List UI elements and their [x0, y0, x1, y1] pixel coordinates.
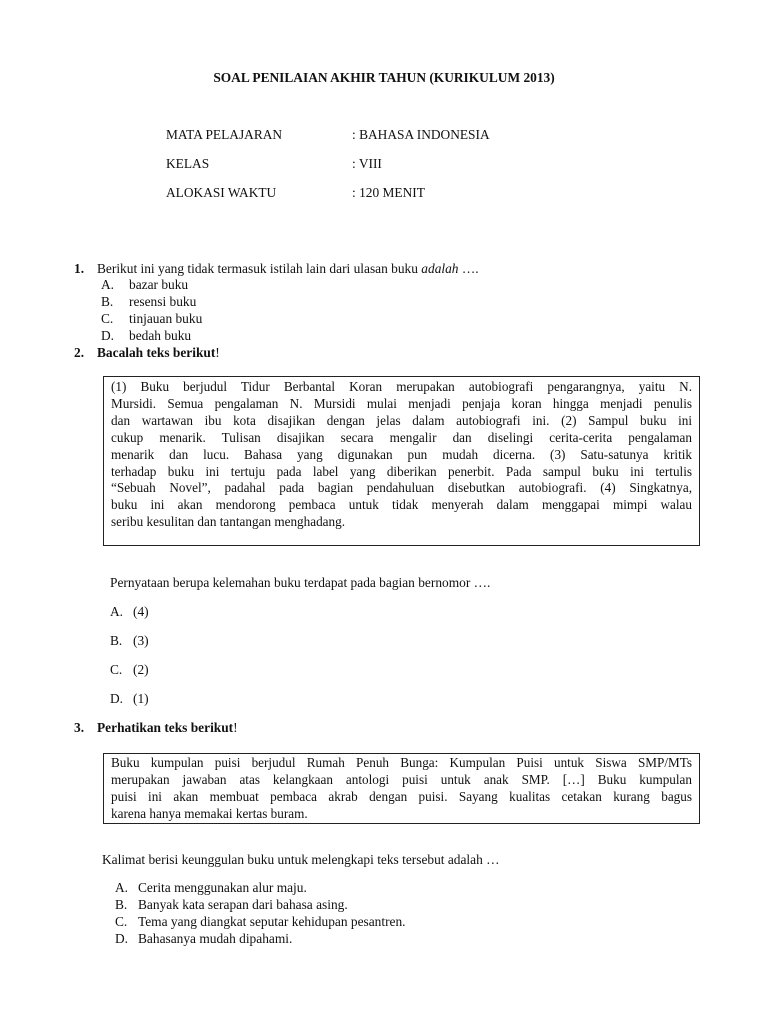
q2-option-text: (1): [133, 691, 149, 706]
q1-option-text: resensi buku: [129, 294, 197, 309]
q2-option-letter: B.: [110, 633, 123, 648]
question-1-number: 1.: [74, 261, 85, 276]
meta-value-time: : 120 MENIT: [352, 185, 425, 200]
question-1-text: [97, 261, 479, 277]
q3-option-letter: A.: [115, 880, 129, 895]
passage-line: Mursidi. Semua pengalaman N. Mursidi mulai menjadi penjaja koran hingga menjadi penulis: [111, 395, 692, 411]
passage-line: “Sebuah Novel”, padahal pada bagian pendahuluan disebutkan autobiografi. (4) Singkatnya,: [111, 480, 692, 496]
question-2-instruction-text: Bacalah teks berikut: [97, 345, 216, 360]
q2-option-letter: C.: [110, 662, 123, 677]
q2-option-letter: D.: [110, 691, 124, 706]
passage-line: puisi ini akan membuat pembaca akrab dengan puisi. Sayang kualitas cetakan kurang bagus: [111, 788, 692, 804]
q3-option-letter: B.: [115, 897, 128, 912]
passage-line: terhadap buku ini tertuju pada label yang diberikan penerbit. Pada sampul buku ini tertulis: [111, 463, 692, 479]
q2-option-text: (2): [133, 662, 149, 677]
question-1-text-italic: adalah: [421, 261, 459, 276]
reading-passage-box: [103, 753, 700, 824]
reading-passage-box: [103, 376, 700, 546]
passage-line: menarik dan lucu. Bahasa yang digunakan pun mudah dicerna. (3) Satu-satunya kritik: [111, 446, 692, 462]
passage-line: Buku kumpulan puisi berjudul Rumah Penuh Bunga: Kumpulan Puisi untuk Siswa SMP/MTs: [111, 755, 692, 770]
q3-option-text: Tema yang diangkat seputar kehidupan pesantren.: [138, 914, 406, 929]
question-3-instruction-text: Perhatikan teks berikut: [97, 720, 234, 735]
passage-line: dan wartawan ibu kota disajikan dengan jelas dalam autobiografi ini. (2) Sampul buku ini: [111, 412, 692, 428]
question-2-prompt: Pernyataan berupa kelemahan buku terdapat pada bagian bernomor ….: [110, 575, 491, 590]
question-3-prompt: Kalimat berisi keunggulan buku untuk melengkapi teks tersebut adalah …: [102, 852, 500, 867]
q3-option-letter: D.: [115, 931, 129, 946]
q2-option-text: (3): [133, 633, 149, 648]
q3-option-text: Banyak kata serapan dari bahasa asing.: [138, 897, 348, 912]
passage-line: buku ini akan mendorong pembaca untuk tidak menyerah dalam menggapai mimpi walau: [111, 497, 692, 513]
q1-option-letter: B.: [101, 294, 114, 309]
q1-option-text: bedah buku: [129, 328, 192, 343]
page-title: SOAL PENILAIAN AKHIR TAHUN (KURIKULUM 2013): [213, 70, 555, 85]
passage-line: seribu kesulitan dan tantangan menghadang.: [111, 514, 346, 530]
question-3-instruction-mark: !: [233, 720, 238, 735]
meta-label-time: ALOKASI WAKTU: [166, 185, 277, 200]
q2-option-text: (4): [133, 604, 149, 619]
passage-line: (1) Buku berjudul Tidur Berbantal Koran merupakan autobiografi pengarangnya, yaitu N.: [111, 379, 692, 394]
meta-value-class: : VIII: [352, 156, 382, 171]
q2-option-letter: A.: [110, 604, 124, 619]
q3-option-text: Cerita menggunakan alur maju.: [138, 880, 307, 895]
meta-label-subject: MATA PELAJARAN: [166, 127, 283, 142]
question-2-number: 2.: [74, 345, 85, 360]
q3-option-letter: C.: [115, 914, 128, 929]
question-3-number: 3.: [74, 720, 85, 735]
question-1-text-part: Berikut ini yang tidak termasuk istilah lain dari ulasan buku: [97, 261, 422, 276]
passage-line: merupakan jawaban atas kelangkaan antologi puisi untuk anak SMP. […] Buku kumpulan: [111, 771, 692, 787]
passage-line: cukup menarik. Tulisan disajikan secara mengalir dan diselingi cerita-cerita pengalaman: [111, 429, 692, 445]
passage-line: karena hanya memakai kertas buram.: [111, 805, 308, 821]
q1-option-letter: D.: [101, 328, 115, 343]
q3-option-text: Bahasanya mudah dipahami.: [138, 931, 293, 946]
question-3-instruction: [97, 720, 238, 736]
q1-option-text: tinjauan buku: [129, 311, 203, 326]
q1-option-text: bazar buku: [129, 277, 189, 292]
question-2-instruction: [97, 345, 220, 361]
meta-label-class: KELAS: [166, 156, 210, 171]
q1-option-letter: A.: [101, 277, 115, 292]
meta-value-subject: : BAHASA INDONESIA: [352, 127, 490, 142]
question-1-text-end: ….: [458, 261, 479, 276]
question-2-instruction-mark: !: [215, 345, 220, 360]
q1-option-letter: C.: [101, 311, 114, 326]
